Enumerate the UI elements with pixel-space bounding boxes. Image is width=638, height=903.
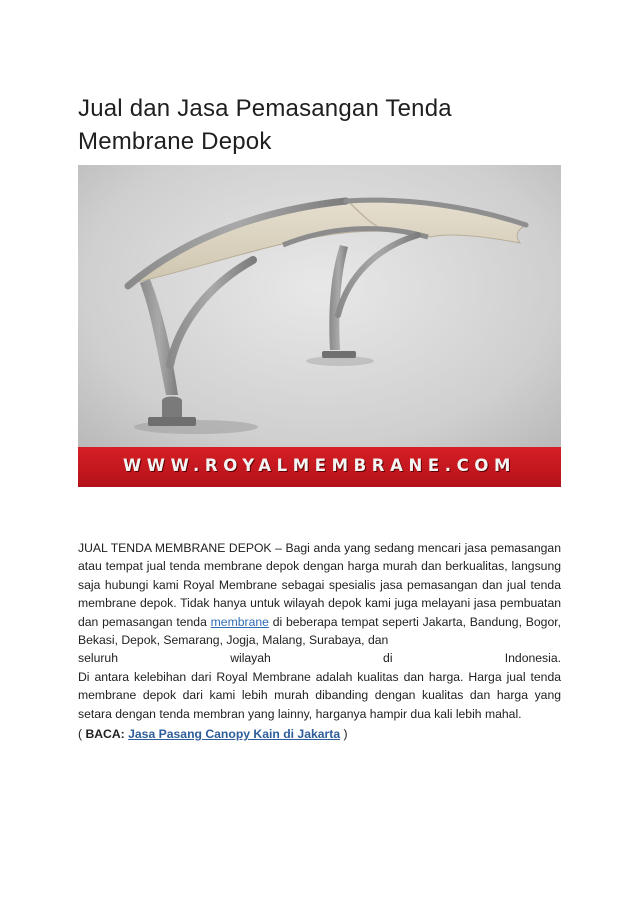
page-title bbox=[78, 92, 558, 158]
paragraph-intro bbox=[78, 539, 561, 649]
paragraph-intro-text-cont: di beberapa tempat seperti Jakarta, Bandung, Bogor, Bekasi, Depok, Semarang, Jogja, Malang, Surabaya, dan bbox=[78, 614, 561, 648]
read-also-close: ) bbox=[340, 727, 348, 741]
paragraph-intro-text: JUAL TENDA MEMBRANE DEPOK – Bagi anda yang sedang mencari jasa pemasangan atau tempat jual tenda membrane depok dengan harga murah dan berkualitas, langsung saja hubungi kami Royal Membrane sebagai spesialis jasa pemasangan dan jual tenda membrane depok. Tidak hanya untuk wilayah depok kami juga melayani jasa pembuatan dan pemasangan tenda bbox=[78, 541, 561, 629]
article-body bbox=[78, 539, 561, 723]
word: di bbox=[383, 651, 393, 666]
read-also-link[interactable]: Jasa Pasang Canopy Kain di Jakarta bbox=[128, 727, 341, 741]
website-banner-text: WWW.ROYALMEMBRANE.COM bbox=[123, 456, 516, 475]
page-title-line-2: Membrane Depok bbox=[78, 128, 272, 155]
read-also-label: BACA: bbox=[85, 727, 125, 741]
word: seluruh bbox=[78, 651, 118, 666]
canopy-illustration bbox=[78, 165, 561, 487]
membrane-canopy-image bbox=[78, 165, 561, 487]
page-title-line-1: Jual dan Jasa Pemasangan Tenda bbox=[78, 95, 452, 122]
paragraph-advantages: Di antara kelebihan dari Royal Membrane adalah kualitas dan harga. Harga jual tenda membrane depok dari kami lebih murah dibanding dengan kualitas dan harga yang setara dengan tenda membran yang lainny, harganya hampir dua kali lebih mahal. bbox=[78, 669, 561, 721]
rear-base-plate bbox=[322, 351, 356, 358]
word: Indonesia. bbox=[504, 651, 561, 666]
front-base-plate bbox=[148, 417, 196, 426]
membrane-link[interactable]: membrane bbox=[210, 614, 269, 629]
paragraph-intro-last-line bbox=[78, 649, 561, 667]
word: wilayah bbox=[230, 651, 271, 666]
read-also-line bbox=[78, 725, 348, 743]
read-also-open: ( bbox=[78, 727, 86, 741]
